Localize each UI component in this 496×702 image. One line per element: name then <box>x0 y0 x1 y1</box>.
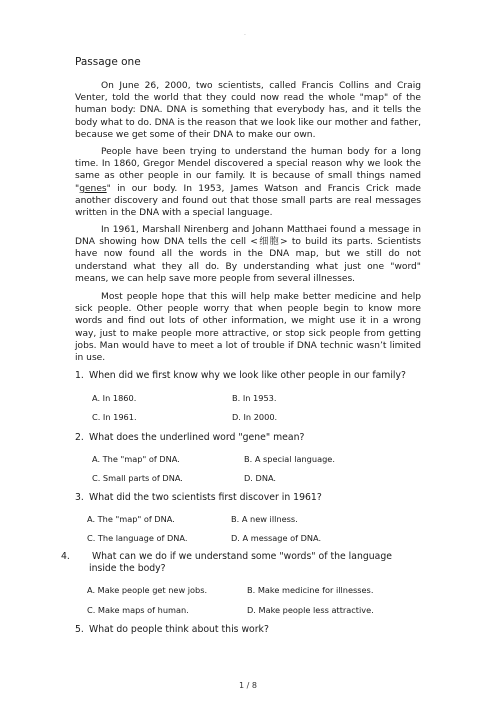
question-number: 5. <box>75 624 84 635</box>
q4-option-b[interactable]: B. Make medicine for illnesses. <box>247 585 374 595</box>
paragraph-2-text-a: People have been trying to understand the human body for a long time. In 1860, Gregor Mendel discovered a special reason why we look the same as other people in our family. It is because of small things named " <box>75 147 421 194</box>
paragraph-3-text: In 1961, Marshall Nirenberg and Johann Matthaei found a message in DNA showing how DNA tells the cell <细胞> to build its parts. Scientists have now found all the words in the DNA map, but we still do not understand what they all do. By understanding what just one "word" means, we can help save more people from several illnesses. <box>75 225 421 284</box>
paragraph-2-text-b: " in our body. In 1953, James Watson and Francis Crick made another discovery and found out that those small parts are real messages written in the DNA with a special language. <box>75 183 421 219</box>
q1-option-c[interactable]: C. In 1961. <box>92 412 137 422</box>
question-text: What does the underlined word "gene" mean? <box>89 432 305 443</box>
question-number: 2. <box>75 432 84 443</box>
question-text: What can we do if we understand some "words" of the language inside the body? <box>89 551 392 575</box>
paragraph-4-text: Most people hope that this will help make better medicine and help sick people. Other people worry that when people begin to know more words and find out lots of other information, we might use it in a wrong way, just to make people more attractive, or stop sick people from getting jobs. Man would have to meet a lot of trouble if DNA technic wasn’t limited in use. <box>75 292 421 364</box>
q2-option-c[interactable]: C. Small parts of DNA. <box>92 473 183 483</box>
q3-option-a[interactable]: A. The "map" of DNA. <box>87 514 175 524</box>
q3-option-d[interactable]: D. A message of DNA. <box>231 533 322 543</box>
q4-option-d[interactable]: D. Make people less attractive. <box>247 605 374 615</box>
paragraph-1 <box>75 80 421 141</box>
paragraph-4 <box>75 291 421 364</box>
question-text: What do people think about this work? <box>89 624 269 635</box>
q2-option-d[interactable]: D. DNA. <box>244 473 276 483</box>
question-1 <box>75 370 425 382</box>
question-number: 4. <box>61 551 70 562</box>
question-2 <box>75 432 425 444</box>
q4-option-c[interactable]: C. Make maps of human. <box>87 605 189 615</box>
paragraph-1-text: On June 26, 2000, two scientists, called Francis Collins and Craig Venter, told the world that they could now read the whole "map" of the human body: DNA. DNA is something that everybody has, and it tells the body what to do. DNA is the reason that we look like our mother and father, because we get some of their DNA to make our own. <box>75 81 421 140</box>
q4-option-a[interactable]: A. Make people get new jobs. <box>87 585 208 595</box>
question-number: 1. <box>75 370 84 381</box>
passage-title: Passage one <box>75 56 141 68</box>
question-4 <box>61 551 421 575</box>
question-3 <box>75 492 425 504</box>
question-5 <box>75 624 425 636</box>
q1-option-a[interactable]: A. In 1860. <box>92 393 137 403</box>
question-text: What did the two scientists first discover in 1961? <box>89 492 322 503</box>
q3-option-c[interactable]: C. The language of DNA. <box>87 533 188 543</box>
underlined-word-genes: genes <box>79 183 107 194</box>
q1-option-d[interactable]: D. In 2000. <box>232 412 278 422</box>
q2-option-a[interactable]: A. The "map" of DNA. <box>92 454 180 464</box>
q2-option-b[interactable]: B. A special language. <box>244 454 335 464</box>
question-number: 3. <box>75 492 84 503</box>
q1-option-b[interactable]: B. In 1953. <box>232 393 277 403</box>
question-text: When did we first know why we look like other people in our family? <box>89 370 406 381</box>
q3-option-b[interactable]: B. A new illness. <box>231 514 298 524</box>
header-dot: . <box>244 30 246 37</box>
page-number: 1 / 8 <box>239 681 257 690</box>
paragraph-2 <box>75 146 421 219</box>
paragraph-3 <box>75 224 421 285</box>
